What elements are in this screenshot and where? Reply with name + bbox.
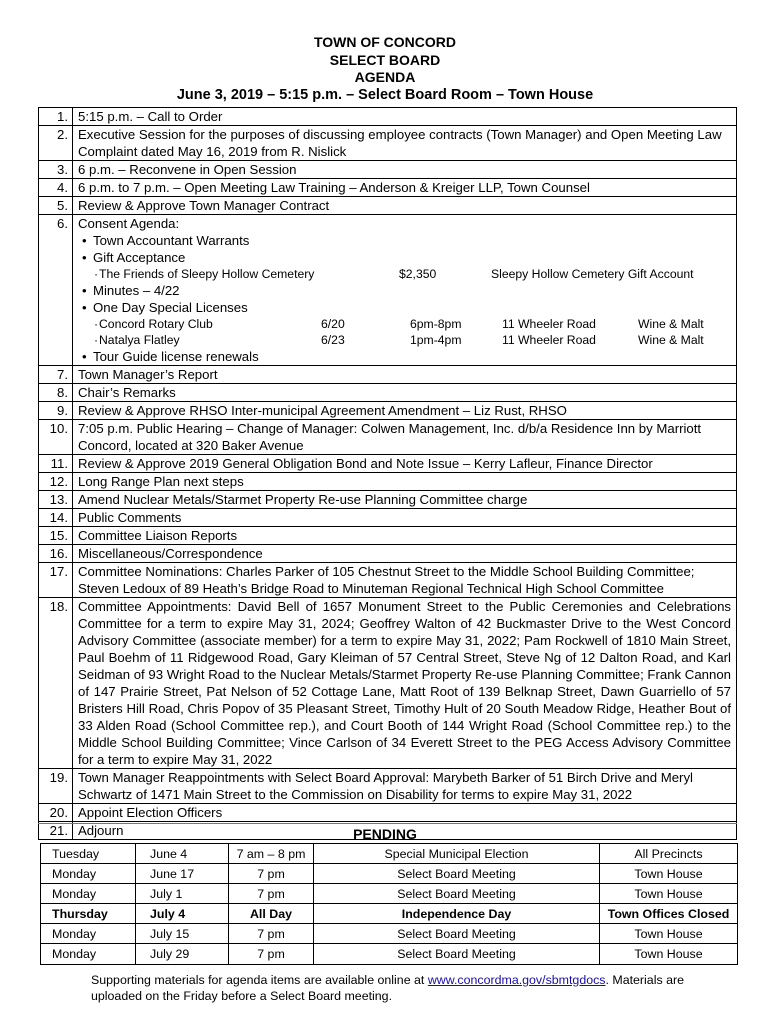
pending-time: All Day (229, 904, 314, 924)
agenda-num: 8. (39, 384, 73, 402)
agenda-num: 4. (39, 179, 73, 197)
agenda-num: 9. (39, 402, 73, 420)
license-place: 11 Wheeler Road (502, 333, 596, 347)
agenda-title: AGENDA (354, 69, 416, 85)
footer-note (91, 972, 721, 1004)
pending-location: Town Offices Closed (600, 904, 738, 924)
pending-body (41, 844, 738, 965)
pending-location: Town House (600, 924, 738, 944)
agenda-num: 21. (39, 822, 73, 840)
pending-date: June 17 (136, 864, 229, 884)
pending-event: Select Board Meeting (314, 884, 600, 904)
agenda-text: Appoint Election Officers (73, 804, 737, 822)
agenda-row (39, 509, 737, 527)
agenda-row-consent (39, 215, 737, 366)
pending-day: Tuesday (41, 844, 136, 864)
consent-warrants: • Town Accountant Warrants (78, 232, 731, 249)
agenda-text: Review & Approve Town Manager Contract (73, 197, 737, 215)
pending-day: Monday (41, 944, 136, 964)
agenda-text: 6 p.m. – Reconvene in Open Session (73, 161, 737, 179)
agenda-row (39, 491, 737, 509)
agenda-text: Town Manager Reappointments with Select Board Approval: Marybeth Barker of 51 Birch Drive and Meryl Schwartz of 1471 Main Street to the Commission on Disability for terms to expire May 31, 2022 (73, 769, 737, 804)
agenda-row (39, 108, 737, 126)
agenda-num: 14. (39, 509, 73, 527)
pending-time: 7 pm (229, 924, 314, 944)
agenda-num: 3. (39, 161, 73, 179)
pending-event: Select Board Meeting (314, 944, 600, 964)
agenda-text: Chair’s Remarks (73, 384, 737, 402)
pending-location: Town House (600, 884, 738, 904)
agenda-text: Long Range Plan next steps (73, 473, 737, 491)
pending-event: Special Municipal Election (314, 844, 600, 864)
agenda-num: 12. (39, 473, 73, 491)
pending-row (41, 944, 738, 964)
agenda-row (39, 126, 737, 161)
agenda-text: Miscellaneous/Correspondence (73, 545, 737, 563)
agenda-row (39, 769, 737, 804)
agenda-row (39, 420, 737, 455)
gift-donor: · The Friends of Sleepy Hollow Cemetery (78, 266, 399, 282)
license-type: Wine & Malt (638, 333, 704, 347)
pending-date: June 4 (136, 844, 229, 864)
pending-day: Monday (41, 924, 136, 944)
pending-row (41, 904, 738, 924)
license-date: 6/23 (321, 333, 345, 347)
consent-title: Consent Agenda: (78, 216, 180, 231)
license-place: 11 Wheeler Road (502, 317, 596, 331)
agenda-num: 10. (39, 420, 73, 455)
agenda-num: 19. (39, 769, 73, 804)
license-name: · Concord Rotary Club (78, 316, 321, 332)
pending-event: Select Board Meeting (314, 924, 600, 944)
pending-title: PENDING (353, 826, 417, 842)
pending-date: July 1 (136, 884, 229, 904)
town-title: TOWN OF CONCORD (313, 34, 457, 50)
pending-location: Town House (600, 944, 738, 964)
pending-location: Town House (600, 864, 738, 884)
agenda-table (38, 107, 737, 840)
gift-amount: $2,350 (399, 267, 437, 281)
footer-text: Supporting materials for agenda items are available online at (91, 973, 428, 987)
pending-time: 7 am – 8 pm (229, 844, 314, 864)
agenda-text: Committee Nominations: Charles Parker of 105 Chestnut Street to the Middle School Building Committee; Steven Ledoux of 89 Heath’s Bridge Road to Minuteman Regional Technical High School Committee (73, 563, 737, 598)
pending-time: 7 pm (229, 944, 314, 964)
agenda-num: 6. (39, 215, 73, 366)
gift-account: Sleepy Hollow Cemetery Gift Account (491, 267, 694, 281)
meeting-date-line: June 3, 2019 – 5:15 p.m. – Select Board Room – Town House (176, 87, 594, 103)
gift-row (78, 266, 731, 282)
agenda-text: Public Comments (73, 509, 737, 527)
footer-text-end: . Materials are uploaded on the Friday before a Select Board meeting. (91, 973, 685, 1003)
pending-date: July 29 (136, 944, 229, 964)
agenda-text: 7:05 p.m. Public Hearing – Change of Manager: Colwen Management, Inc. d/b/a Residence Inn by Marriott Concord, located at 320 Baker Avenue (73, 420, 737, 455)
agenda-text: Executive Session for the purposes of discussing employee contracts (Town Manager) and Open Meeting Law Complaint dated May 16, 2019 from R. Nislick (73, 126, 737, 161)
license-row (78, 332, 731, 348)
agenda-num: 2. (39, 126, 73, 161)
agenda-text: Committee Appointments: David Bell of 1657 Monument Street to the Public Ceremonies and Celebrations Committee for a term to expire May 31, 2024; Geoffrey Walton of 42 Buckmaster Drive to the West Concord Advisory Committee (associate member) for a term to expire May 31, 2022; Pam Rockwell of 1810 Main Street, Paul Boehm of 11 Ridgewood Road, Gary Kleiman of 57 Central Street, Steve Ng of 12 Dalton Road, and Karl Seidman of 93 Wright Road to the Nuclear Metals/Starmet Property Re-use Planning Committee; Frank Cannon of 147 Prairie Street, Pat Nelson of 52 Cottage Lane, Matt Root of 139 Belknap Street, Dawn Guarriello of 57 Bristers Hill Road, Chris Popov of 35 Pleasant Street, Timothy Hult of 20 South Meadow Ridge, Heather Bout of 33 Alden Road (School Committee rep.), and Court Booth of 144 Wright Road (School Committee rep.) to the Middle School Building Committee; Vince Carlson of 34 Everett Street to the PEG Access Advisory Committee for a term to expire May 31, 2022 (73, 598, 737, 769)
agenda-num: 16. (39, 545, 73, 563)
document-header (0, 34, 770, 87)
agenda-row (39, 598, 737, 769)
agenda-text: Review & Approve RHSO Inter-municipal Agreement Amendment – Liz Rust, RHSO (73, 402, 737, 420)
board-title: SELECT BOARD (329, 51, 441, 68)
pending-day: Monday (41, 864, 136, 884)
agenda-row (39, 179, 737, 197)
agenda-num: 5. (39, 197, 73, 215)
pending-row (41, 844, 738, 864)
materials-link[interactable]: www.concordma.gov/sbmtgdocs (427, 973, 606, 987)
pending-day: Thursday (41, 904, 136, 924)
agenda-num: 13. (39, 491, 73, 509)
pending-event: Select Board Meeting (314, 864, 600, 884)
agenda-text: Town Manager’s Report (73, 366, 737, 384)
license-date: 6/20 (321, 317, 345, 331)
agenda-row (39, 366, 737, 384)
agenda-num: 18. (39, 598, 73, 769)
agenda-row (39, 161, 737, 179)
agenda-num: 20. (39, 804, 73, 822)
agenda-num: 7. (39, 366, 73, 384)
agenda-text: 5:15 p.m. – Call to Order (73, 108, 737, 126)
agenda-text: Committee Liaison Reports (73, 527, 737, 545)
pending-row (41, 864, 738, 884)
agenda-row (39, 527, 737, 545)
pending-time: 7 pm (229, 864, 314, 884)
agenda-text: Adjourn (73, 822, 737, 840)
agenda-row (39, 384, 737, 402)
agenda-text: Amend Nuclear Metals/Starmet Property Re-use Planning Committee charge (73, 491, 737, 509)
agenda-num: 11. (39, 455, 73, 473)
agenda-num: 15. (39, 527, 73, 545)
license-row (78, 316, 731, 332)
pending-divider (38, 823, 737, 824)
pending-location: All Precincts (600, 844, 738, 864)
consent-licenses: • One Day Special Licenses (78, 299, 731, 316)
pending-date: July 4 (136, 904, 229, 924)
agenda-row (39, 804, 737, 822)
pending-row (41, 884, 738, 904)
consent-tour: • Tour Guide license renewals (78, 348, 731, 365)
agenda-text: Review & Approve 2019 General Obligation Bond and Note Issue – Kerry Lafleur, Finance Director (73, 455, 737, 473)
agenda-body (39, 108, 737, 840)
agenda-num: 1. (39, 108, 73, 126)
agenda-num: 17. (39, 563, 73, 598)
agenda-row (39, 545, 737, 563)
agenda-row (39, 473, 737, 491)
pending-event: Independence Day (314, 904, 600, 924)
consent-agenda (73, 215, 737, 366)
license-time: 1pm-4pm (410, 333, 462, 347)
agenda-row (39, 402, 737, 420)
agenda-text: 6 p.m. to 7 p.m. – Open Meeting Law Training – Anderson & Kreiger LLP, Town Counsel (73, 179, 737, 197)
pending-table (40, 843, 738, 965)
license-type: Wine & Malt (638, 317, 704, 331)
agenda-row (39, 455, 737, 473)
pending-row (41, 924, 738, 944)
agenda-row (39, 197, 737, 215)
pending-time: 7 pm (229, 884, 314, 904)
consent-minutes: • Minutes – 4/22 (78, 282, 731, 299)
consent-gift: • Gift Acceptance (78, 249, 731, 266)
agenda-row (39, 563, 737, 598)
license-time: 6pm-8pm (410, 317, 462, 331)
license-name: · Natalya Flatley (78, 332, 321, 348)
pending-day: Monday (41, 884, 136, 904)
pending-date: July 15 (136, 924, 229, 944)
